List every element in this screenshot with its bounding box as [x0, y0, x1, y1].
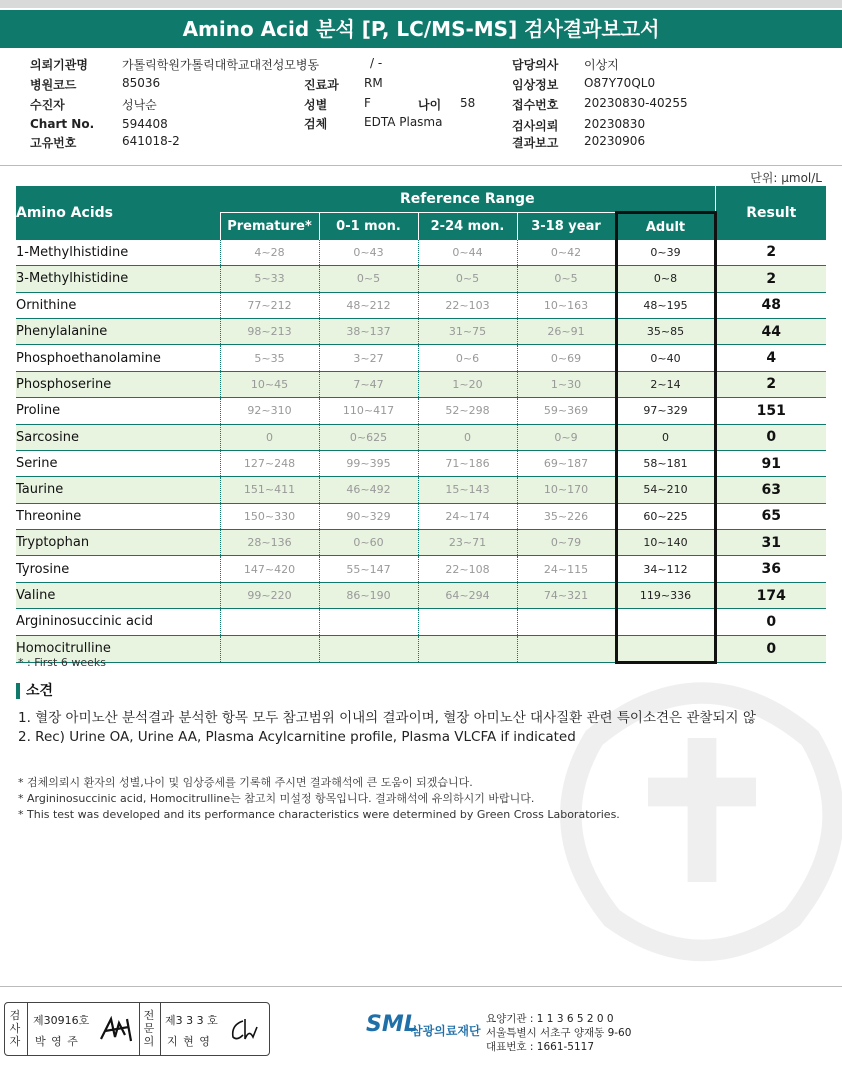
ref-adult: 97~329 — [616, 398, 715, 424]
result-value: 44 — [715, 318, 826, 344]
info-divider — [0, 165, 842, 166]
ref-0-1-mon: 0~5 — [319, 266, 418, 292]
table-row — [16, 477, 826, 503]
tester-signature-icon — [97, 1013, 135, 1045]
ref-0-1-mon: 46~492 — [319, 477, 418, 503]
amino-acid-name: Threonine — [16, 503, 220, 529]
sig-separator-3 — [160, 1003, 161, 1055]
table-row — [16, 266, 826, 292]
ref-0-1-mon — [319, 609, 418, 635]
top-strip — [0, 0, 842, 8]
expert-name: 지 현 영 — [167, 1035, 211, 1048]
sub-3-18-year: 3-18 year — [517, 213, 616, 240]
report-label: 결과보고 — [512, 136, 559, 150]
table-row — [16, 424, 826, 450]
amino-acid-name: Valine — [16, 582, 220, 608]
amino-acid-name: Phenylalanine — [16, 318, 220, 344]
tester-char-3: 자 — [9, 1035, 21, 1048]
ref-2-24-mon: 52~298 — [418, 398, 517, 424]
table-row — [16, 582, 826, 608]
table-row — [16, 503, 826, 529]
sex-label: 성별 — [304, 98, 328, 112]
ref-2-24-mon — [418, 635, 517, 662]
ref-2-24-mon: 64~294 — [418, 582, 517, 608]
ref-2-24-mon: 0~5 — [418, 266, 517, 292]
ref-adult: 58~181 — [616, 450, 715, 476]
ref-3-18-year — [517, 635, 616, 662]
ref-premature — [220, 635, 319, 662]
ref-adult — [616, 609, 715, 635]
ref-0-1-mon: 99~395 — [319, 450, 418, 476]
table-row — [16, 292, 826, 318]
result-value: 4 — [715, 345, 826, 371]
uid-label: 고유번호 — [30, 136, 77, 150]
ref-2-24-mon — [418, 609, 517, 635]
result-value: 36 — [715, 556, 826, 582]
table-row — [16, 371, 826, 397]
ref-3-18-year: 35~226 — [517, 503, 616, 529]
ref-adult: 48~195 — [616, 292, 715, 318]
amino-acid-name: Sarcosine — [16, 424, 220, 450]
amino-acid-name: Argininosuccinic acid — [16, 609, 220, 635]
ref-0-1-mon: 38~137 — [319, 318, 418, 344]
ref-premature: 92~310 — [220, 398, 319, 424]
table-body — [16, 240, 826, 663]
amino-acid-name: 3-Methylhistidine — [16, 266, 220, 292]
opinion-line-1: 1. 혈장 아미노산 분석결과 분석한 항목 모두 참고범위 이내의 결과이며, 혈장 아미노산 대사질환 관련 특이소견은 관찰되지 않 — [18, 710, 756, 726]
result-value: 0 — [715, 424, 826, 450]
result-value: 31 — [715, 530, 826, 556]
chart-value: 594408 — [122, 117, 168, 131]
table-row — [16, 345, 826, 371]
amino-acid-name: Taurine — [16, 477, 220, 503]
table-row — [16, 398, 826, 424]
sex-value: F — [364, 96, 371, 110]
result-value: 151 — [715, 398, 826, 424]
ref-0-1-mon: 7~47 — [319, 371, 418, 397]
ref-adult: 0~39 — [616, 240, 715, 266]
ref-adult: 0 — [616, 424, 715, 450]
ref-premature: 147~420 — [220, 556, 319, 582]
dept-label: 진료과 — [304, 78, 339, 92]
table-footnote: * : First 6 weeks — [18, 656, 106, 669]
amino-acid-table — [16, 186, 826, 664]
ref-3-18-year: 0~79 — [517, 530, 616, 556]
ref-premature: 150~330 — [220, 503, 319, 529]
ref-2-24-mon: 0~44 — [418, 240, 517, 266]
sub-premature: Premature* — [220, 213, 319, 240]
ref-0-1-mon: 48~212 — [319, 292, 418, 318]
amino-acid-name: Phosphoserine — [16, 371, 220, 397]
result-value: 65 — [715, 503, 826, 529]
ref-2-24-mon: 22~103 — [418, 292, 517, 318]
table-row — [16, 530, 826, 556]
report-value: 20230906 — [584, 134, 646, 148]
expert-char-3: 의 — [143, 1035, 155, 1048]
logo-org: 삼광의료재단 — [411, 1024, 481, 1038]
report-title: Amino Acid 분석 [P, LC/MS-MS] 검사결과보고서 — [0, 10, 842, 48]
receipt-value: 20230830-40255 — [584, 96, 688, 110]
ref-adult: 34~112 — [616, 556, 715, 582]
ref-0-1-mon: 0~60 — [319, 530, 418, 556]
col-result: Result — [715, 186, 826, 240]
result-value: 0 — [715, 609, 826, 635]
age-value: 58 — [460, 96, 476, 110]
ref-adult: 0~40 — [616, 345, 715, 371]
amino-acid-name: Proline — [16, 398, 220, 424]
opinion-title: 소견 — [16, 683, 53, 699]
footer-divider — [0, 986, 842, 987]
table-row — [16, 556, 826, 582]
code-label: 병원코드 — [30, 78, 77, 92]
ref-premature: 127~248 — [220, 450, 319, 476]
ref-adult: 119~336 — [616, 582, 715, 608]
ref-adult: 35~85 — [616, 318, 715, 344]
ref-adult: 2~14 — [616, 371, 715, 397]
tester-vertical-label — [8, 1009, 22, 1048]
ref-3-18-year: 74~321 — [517, 582, 616, 608]
receiver-label: 수진자 — [30, 98, 65, 112]
code-value: 85036 — [122, 76, 161, 90]
ref-3-18-year — [517, 609, 616, 635]
sig-separator-2 — [139, 1003, 140, 1055]
ref-0-1-mon: 0~43 — [319, 240, 418, 266]
receipt-label: 접수번호 — [512, 98, 559, 112]
ref-0-1-mon: 3~27 — [319, 345, 418, 371]
expert-vertical-label — [142, 1009, 156, 1048]
specimen-value: EDTA Plasma — [364, 115, 443, 129]
ref-3-18-year: 10~163 — [517, 292, 616, 318]
ref-3-18-year: 59~369 — [517, 398, 616, 424]
ref-0-1-mon: 55~147 — [319, 556, 418, 582]
ref-adult — [616, 635, 715, 662]
expert-license: 제3 3 3 호 — [165, 1014, 218, 1027]
expert-char-1: 전 — [143, 1009, 155, 1022]
sub-adult: Adult — [616, 213, 715, 240]
expert-signature-icon — [227, 1015, 263, 1045]
note-3: * This test was developed and its performance characteristics were determined by Green Cross Laboratories. — [18, 808, 620, 821]
ref-3-18-year: 24~115 — [517, 556, 616, 582]
ref-premature: 5~33 — [220, 266, 319, 292]
ref-3-18-year: 26~91 — [517, 318, 616, 344]
sub-0-1-mon: 0-1 mon. — [319, 213, 418, 240]
amino-acid-name: Tryptophan — [16, 530, 220, 556]
ref-adult: 10~140 — [616, 530, 715, 556]
ref-2-24-mon: 15~143 — [418, 477, 517, 503]
ref-premature: 0 — [220, 424, 319, 450]
ref-3-18-year: 10~170 — [517, 477, 616, 503]
ref-premature: 4~28 — [220, 240, 319, 266]
request-value: 20230830 — [584, 117, 646, 131]
result-value: 2 — [715, 266, 826, 292]
ref-3-18-year: 0~42 — [517, 240, 616, 266]
ref-2-24-mon: 23~71 — [418, 530, 517, 556]
amino-acid-name: Tyrosine — [16, 556, 220, 582]
ref-adult: 0~8 — [616, 266, 715, 292]
ref-3-18-year: 1~30 — [517, 371, 616, 397]
contact-line-1: 요양기관 : 1 1 3 6 5 2 0 0 — [486, 1013, 614, 1025]
col-amino-acids: Amino Acids — [16, 186, 220, 240]
age-label: 나이 — [418, 98, 442, 112]
ref-3-18-year: 0~9 — [517, 424, 616, 450]
expert-char-2: 문 — [143, 1022, 155, 1035]
clinical-label: 임상정보 — [512, 78, 559, 92]
request-label: 검사의뢰 — [512, 119, 559, 133]
ref-0-1-mon: 90~329 — [319, 503, 418, 529]
ref-2-24-mon: 0 — [418, 424, 517, 450]
amino-acid-name: Phosphoethanolamine — [16, 345, 220, 371]
ref-0-1-mon — [319, 635, 418, 662]
ref-2-24-mon: 1~20 — [418, 371, 517, 397]
ref-premature: 77~212 — [220, 292, 319, 318]
table-row — [16, 318, 826, 344]
result-value: 2 — [715, 240, 826, 266]
logo-mark: SML — [366, 1012, 418, 1037]
ref-0-1-mon: 0~625 — [319, 424, 418, 450]
ref-premature: 98~213 — [220, 318, 319, 344]
col-reference-range: Reference Range — [220, 186, 715, 213]
tester-char-1: 검 — [9, 1009, 21, 1022]
ref-2-24-mon: 31~75 — [418, 318, 517, 344]
clinical-value: O87Y70QL0 — [584, 76, 656, 90]
table-row — [16, 240, 826, 266]
table-row — [16, 609, 826, 635]
ref-3-18-year: 0~69 — [517, 345, 616, 371]
result-value: 2 — [715, 371, 826, 397]
contact-line-3: 대표번호 : 1661-5117 — [486, 1041, 595, 1053]
ref-adult: 60~225 — [616, 503, 715, 529]
result-value: 0 — [715, 635, 826, 662]
ref-adult: 54~210 — [616, 477, 715, 503]
ref-3-18-year: 69~187 — [517, 450, 616, 476]
amino-acid-name: Homocitrulline — [16, 635, 220, 662]
hospital-value: 가톨릭학원가톨릭대학교대전성모병동 — [122, 58, 320, 72]
result-value: 174 — [715, 582, 826, 608]
ref-premature: 99~220 — [220, 582, 319, 608]
hospital-label: 의뢰기관명 — [30, 58, 88, 72]
doctor-value: 이상지 — [584, 58, 619, 72]
result-value: 48 — [715, 292, 826, 318]
tester-name: 박 영 주 — [35, 1035, 79, 1048]
amino-acid-name: Ornithine — [16, 292, 220, 318]
ref-2-24-mon: 71~186 — [418, 450, 517, 476]
ref-0-1-mon: 86~190 — [319, 582, 418, 608]
ref-premature: 151~411 — [220, 477, 319, 503]
contact-info — [486, 1012, 631, 1054]
uid-value: 641018-2 — [122, 134, 180, 148]
ref-premature: 10~45 — [220, 371, 319, 397]
sub-2-24-mon: 2-24 mon. — [418, 213, 517, 240]
ref-2-24-mon: 0~6 — [418, 345, 517, 371]
result-value: 63 — [715, 477, 826, 503]
tester-license: 제30916호 — [33, 1014, 90, 1027]
contact-line-2: 서울특별시 서초구 양재동 9-60 — [486, 1027, 632, 1039]
signature-box — [4, 1002, 270, 1056]
hospital-extra: / - — [370, 56, 383, 70]
ref-2-24-mon: 24~174 — [418, 503, 517, 529]
chart-label: Chart No. — [30, 117, 95, 131]
unit-label: 단위: μmol/L — [750, 171, 822, 185]
amino-acid-name: 1-Methylhistidine — [16, 240, 220, 266]
sig-separator — [27, 1003, 28, 1055]
ref-premature: 5~35 — [220, 345, 319, 371]
amino-acid-name: Serine — [16, 450, 220, 476]
specimen-label: 검체 — [304, 117, 328, 131]
sml-logo — [366, 1012, 481, 1038]
dept-value: RM — [364, 76, 383, 90]
table-row — [16, 635, 826, 662]
ref-premature — [220, 609, 319, 635]
ref-premature: 28~136 — [220, 530, 319, 556]
note-1: * 검체의뢰시 환자의 성별,나이 및 임상증세를 기록해 주시면 결과해석에 큰 도움이 되겠습니다. — [18, 776, 473, 789]
doctor-label: 담당의사 — [512, 58, 559, 72]
ref-3-18-year: 0~5 — [517, 266, 616, 292]
table-row — [16, 450, 826, 476]
report-notes — [18, 775, 620, 823]
ref-2-24-mon: 22~108 — [418, 556, 517, 582]
note-2: * Argininosuccinic acid, Homocitrulline는 참고치 미설정 항목입니다. 결과해석에 유의하시기 바랍니다. — [18, 792, 535, 805]
receiver-value: 성낙순 — [122, 98, 157, 112]
opinion-line-2: 2. Rec) Urine OA, Urine AA, Plasma Acylcarnitine profile, Plasma VLCFA if indicated — [18, 729, 576, 745]
tester-char-2: 사 — [9, 1022, 21, 1035]
result-value: 91 — [715, 450, 826, 476]
ref-0-1-mon: 110~417 — [319, 398, 418, 424]
opinion-text — [18, 709, 842, 747]
